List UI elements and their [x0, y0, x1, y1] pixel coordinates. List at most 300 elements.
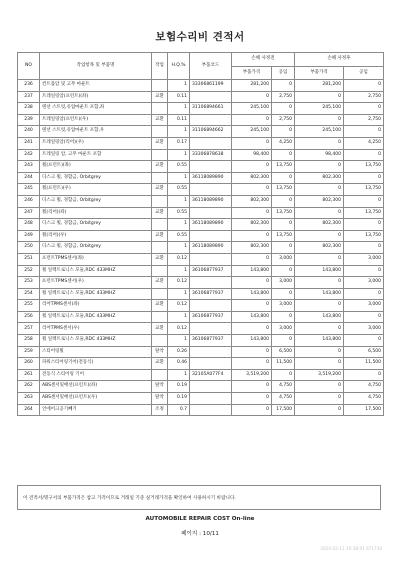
row-after-labor: 13,750 — [344, 230, 384, 242]
row-code — [190, 207, 232, 219]
row-name: 휠(리어)(우) — [40, 230, 152, 242]
row-code — [190, 358, 232, 370]
table-row — [18, 114, 384, 126]
row-before-labor: 2,750 — [272, 114, 295, 126]
row-name: 텐션 스트럿,유압마운트 포함,우 — [40, 126, 152, 138]
row-after-parts: 0 — [295, 253, 344, 265]
row-no: 242 — [18, 149, 40, 161]
row-before-parts: 802,300 — [232, 242, 272, 254]
table-row — [18, 346, 384, 358]
row-code — [190, 323, 232, 335]
row-code: 33306878638 — [190, 149, 232, 161]
row-name: 휠(프런트)(우) — [40, 184, 152, 196]
row-code — [190, 161, 232, 173]
row-before-labor: 0 — [272, 311, 295, 323]
row-hqs: 1 — [168, 265, 190, 277]
print-stamp: 2024-02-11 10:38:01 ST1730 — [320, 546, 382, 551]
table-row — [18, 184, 384, 196]
row-hqs: 1 — [168, 335, 190, 347]
row-after-labor: 11,500 — [344, 358, 384, 370]
row-before-parts: 245,100 — [232, 103, 272, 115]
row-no: 249 — [18, 230, 40, 242]
row-before-labor: 2,750 — [272, 91, 295, 103]
row-name: 디스크 휠, 경합금, Orbitgrey — [40, 242, 152, 254]
row-after-parts: 802,300 — [295, 219, 344, 231]
row-code — [190, 230, 232, 242]
row-hqs: 0.12 — [168, 323, 190, 335]
row-hqs: 1 — [168, 149, 190, 161]
row-after-labor: 13,750 — [344, 161, 384, 173]
row-after-parts: 0 — [295, 184, 344, 196]
row-before-parts: 802,300 — [232, 219, 272, 231]
row-hqs: 0.55 — [168, 207, 190, 219]
row-hqs: 0.19 — [168, 381, 190, 393]
table-row — [18, 126, 384, 138]
row-after-parts: 0 — [295, 91, 344, 103]
row-after-parts: 0 — [295, 381, 344, 393]
row-no: 254 — [18, 288, 40, 300]
row-name: 휠 일렉트로닉스 모듈,RDC 433MHZ — [40, 288, 152, 300]
row-before-parts: 0 — [232, 161, 272, 173]
row-work: 교환 — [152, 114, 168, 126]
row-before-labor: 4,750 — [272, 381, 295, 393]
row-code — [190, 114, 232, 126]
notice-box — [17, 485, 381, 510]
row-after-parts: 143,800 — [295, 311, 344, 323]
row-after-parts: 0 — [295, 404, 344, 416]
table-row — [18, 311, 384, 323]
row-before-parts: 0 — [232, 137, 272, 149]
table-row — [18, 242, 384, 254]
row-before-parts: 802,300 — [232, 195, 272, 207]
row-after-labor: 0 — [344, 335, 384, 347]
row-name: 파워스티어링기어(전동식) — [40, 358, 152, 370]
row-after-labor: 6,500 — [344, 346, 384, 358]
row-name: 언에어크공기빼기 — [40, 404, 152, 416]
table-row — [18, 393, 384, 405]
row-hqs: 1 — [168, 311, 190, 323]
table-row — [18, 149, 384, 161]
footer-brand: AUTOMOBILE REPAIR COST On-line — [145, 516, 255, 522]
table-row — [18, 335, 384, 347]
row-no: 243 — [18, 161, 40, 173]
row-code: 31106894662 — [190, 126, 232, 138]
row-work: 교환 — [152, 253, 168, 265]
row-name: 트레일링암(프런트)(우) — [40, 114, 152, 126]
table-row — [18, 277, 384, 289]
row-name: 스티어링휠 — [40, 346, 152, 358]
row-after-labor: 0 — [344, 126, 384, 138]
estimate-table — [17, 52, 384, 416]
header-after-labor: 공임 — [344, 66, 384, 80]
row-name: 휠 일렉트로닉스 모듈,RDC 433MHZ — [40, 265, 152, 277]
row-after-labor: 2,750 — [344, 91, 384, 103]
row-code — [190, 346, 232, 358]
row-no: 262 — [18, 381, 40, 393]
row-before-labor: 0 — [272, 369, 295, 381]
row-name: 트레일링암(리어)(우) — [40, 137, 152, 149]
row-code — [190, 137, 232, 149]
row-before-labor: 11,500 — [272, 358, 295, 370]
row-after-parts: 0 — [295, 114, 344, 126]
row-no: 257 — [18, 323, 40, 335]
row-name: 휠(리어)(좌) — [40, 207, 152, 219]
header-name: 작업항목 및 부품명 — [40, 53, 152, 80]
row-before-parts: 98,400 — [232, 149, 272, 161]
header-no: NO — [18, 53, 40, 80]
row-before-parts: 0 — [232, 346, 272, 358]
row-work — [152, 172, 168, 184]
row-after-parts: 3,519,200 — [295, 369, 344, 381]
header-work: 작업 — [152, 53, 168, 80]
row-hqs: 0.12 — [168, 253, 190, 265]
row-before-labor: 13,750 — [272, 230, 295, 242]
row-code: 36106877937 — [190, 265, 232, 277]
row-work: 교환 — [152, 230, 168, 242]
row-name: ABS센서및배선(프런트)(좌) — [40, 381, 152, 393]
row-work: 교환 — [152, 277, 168, 289]
row-after-labor: 13,750 — [344, 207, 384, 219]
row-work — [152, 126, 168, 138]
row-work — [152, 369, 168, 381]
table-row — [18, 80, 384, 92]
header-after-parts: 부품가격 — [295, 66, 344, 80]
row-after-labor: 4,750 — [344, 393, 384, 405]
row-after-labor: 0 — [344, 195, 384, 207]
row-code — [190, 393, 232, 405]
row-before-labor: 13,750 — [272, 207, 295, 219]
row-hqs: 0.46 — [168, 358, 190, 370]
row-hqs: 1 — [168, 172, 190, 184]
row-after-parts: 0 — [295, 323, 344, 335]
row-no: 260 — [18, 358, 40, 370]
row-after-parts: 245,100 — [295, 103, 344, 115]
row-after-parts: 0 — [295, 230, 344, 242]
row-work: 조정 — [152, 404, 168, 416]
row-before-parts: 281,200 — [232, 80, 272, 92]
row-before-parts: 0 — [232, 230, 272, 242]
row-before-parts: 143,800 — [232, 288, 272, 300]
header-row-1 — [18, 53, 384, 67]
document-title: 보험수리비 견적서 — [155, 31, 245, 43]
row-name: 디스크 휠, 경합금, Orbitgrey — [40, 172, 152, 184]
row-after-labor: 0 — [344, 172, 384, 184]
row-work — [152, 219, 168, 231]
row-no: 263 — [18, 393, 40, 405]
row-before-labor: 0 — [272, 265, 295, 277]
row-before-labor: 0 — [272, 219, 295, 231]
row-after-parts: 143,800 — [295, 288, 344, 300]
row-after-parts: 0 — [295, 346, 344, 358]
table-row — [18, 288, 384, 300]
row-no: 252 — [18, 265, 40, 277]
row-after-parts: 245,100 — [295, 126, 344, 138]
row-after-labor: 4,250 — [344, 137, 384, 149]
row-code: 36106877937 — [190, 311, 232, 323]
row-work: 교환 — [152, 91, 168, 103]
row-no: 247 — [18, 207, 40, 219]
row-hqs: 0.17 — [168, 137, 190, 149]
row-name: 트레일링 암, 고무 마운트 포함 — [40, 149, 152, 161]
table-row — [18, 161, 384, 173]
row-before-labor: 3,000 — [272, 277, 295, 289]
row-no: 237 — [18, 91, 40, 103]
header-group-before: 손해 사정전 — [232, 53, 295, 67]
table-row — [18, 137, 384, 149]
row-hqs: 1 — [168, 126, 190, 138]
row-work: 교환 — [152, 161, 168, 173]
row-hqs: 0.12 — [168, 277, 190, 289]
row-hqs: 0.7 — [168, 404, 190, 416]
row-code: 36118089890 — [190, 195, 232, 207]
row-after-parts: 0 — [295, 137, 344, 149]
row-after-labor: 3,000 — [344, 277, 384, 289]
row-no: 245 — [18, 184, 40, 196]
row-after-labor: 0 — [344, 219, 384, 231]
row-before-parts: 0 — [232, 277, 272, 289]
row-name: 텐션 스트럿,유압마운트 포함,좌 — [40, 103, 152, 115]
row-hqs: 0.26 — [168, 346, 190, 358]
row-work — [152, 335, 168, 347]
row-after-parts: 802,300 — [295, 172, 344, 184]
row-code — [190, 381, 232, 393]
row-after-labor: 2,750 — [344, 114, 384, 126]
row-no: 264 — [18, 404, 40, 416]
row-work — [152, 103, 168, 115]
table-row — [18, 91, 384, 103]
row-code: 32105A077F4 — [190, 369, 232, 381]
row-hqs: 0.55 — [168, 184, 190, 196]
row-before-parts: 0 — [232, 393, 272, 405]
row-before-labor: 0 — [272, 242, 295, 254]
row-after-labor: 0 — [344, 369, 384, 381]
row-before-parts: 0 — [232, 404, 272, 416]
header-before-labor: 공임 — [272, 66, 295, 80]
row-before-labor: 0 — [272, 172, 295, 184]
row-no: 261 — [18, 369, 40, 381]
table-row — [18, 253, 384, 265]
row-code — [190, 277, 232, 289]
row-before-labor: 0 — [272, 335, 295, 347]
row-after-parts: 281,200 — [295, 80, 344, 92]
row-after-parts: 802,300 — [295, 195, 344, 207]
row-code — [190, 91, 232, 103]
row-after-labor: 0 — [344, 80, 384, 92]
row-after-parts: 0 — [295, 393, 344, 405]
row-work: 교환 — [152, 207, 168, 219]
row-no: 246 — [18, 195, 40, 207]
row-before-labor: 13,750 — [272, 184, 295, 196]
table-row — [18, 265, 384, 277]
row-no: 250 — [18, 242, 40, 254]
row-hqs: 1 — [168, 219, 190, 231]
row-no: 251 — [18, 253, 40, 265]
row-before-labor: 0 — [272, 195, 295, 207]
row-after-labor: 13,750 — [344, 184, 384, 196]
header-before-parts: 부품가격 — [232, 66, 272, 80]
row-work: 탈착 — [152, 346, 168, 358]
row-no: 248 — [18, 219, 40, 231]
row-no: 241 — [18, 137, 40, 149]
table-row — [18, 404, 384, 416]
row-no: 255 — [18, 300, 40, 312]
row-before-labor: 6,500 — [272, 346, 295, 358]
row-before-parts: 0 — [232, 91, 272, 103]
row-hqs: 0.11 — [168, 114, 190, 126]
row-name: 디스크 휠, 경합금, Orbitgrey — [40, 195, 152, 207]
row-work: 교환 — [152, 300, 168, 312]
row-after-labor: 0 — [344, 288, 384, 300]
row-name: 리어TPMS센서(좌) — [40, 300, 152, 312]
row-name: 프런트TPMS센서(좌) — [40, 253, 152, 265]
table-row — [18, 381, 384, 393]
row-before-labor: 0 — [272, 80, 295, 92]
row-code: 36118089890 — [190, 219, 232, 231]
row-code: 36106877937 — [190, 288, 232, 300]
row-after-labor: 0 — [344, 242, 384, 254]
row-after-labor: 3,000 — [344, 323, 384, 335]
row-no: 238 — [18, 103, 40, 115]
row-before-labor: 4,750 — [272, 393, 295, 405]
row-work: 교환 — [152, 323, 168, 335]
row-work — [152, 311, 168, 323]
row-code — [190, 300, 232, 312]
row-after-parts: 0 — [295, 161, 344, 173]
header-group-after: 손해 사정후 — [295, 53, 384, 67]
table-row — [18, 323, 384, 335]
row-before-parts: 0 — [232, 184, 272, 196]
table-row — [18, 369, 384, 381]
row-hqs: 0.11 — [168, 91, 190, 103]
row-name: 휠 일렉트로닉스 모듈,RDC 433MHZ — [40, 311, 152, 323]
row-code: 31106894661 — [190, 103, 232, 115]
row-name: 디스크 휠, 경합금, Orbitgrey — [40, 219, 152, 231]
row-name: 휠(프런트)(좌) — [40, 161, 152, 173]
row-before-parts: 143,800 — [232, 335, 272, 347]
notice-text: 이 견적서/명구서의 부품가격은 참고 가격이므로 거래일 기준 실거래가격을 확인하여 사용하시기 바랍니다. — [23, 496, 236, 501]
row-no: 259 — [18, 346, 40, 358]
row-no: 258 — [18, 335, 40, 347]
row-hqs: 0.12 — [168, 300, 190, 312]
row-after-labor: 3,000 — [344, 300, 384, 312]
row-before-parts: 0 — [232, 207, 272, 219]
row-hqs: 1 — [168, 103, 190, 115]
row-before-labor: 17,500 — [272, 404, 295, 416]
row-name: ABS센서및배선(프런트)(우) — [40, 393, 152, 405]
row-before-parts: 0 — [232, 300, 272, 312]
table-row — [18, 230, 384, 242]
row-code — [190, 404, 232, 416]
row-no: 239 — [18, 114, 40, 126]
row-work — [152, 265, 168, 277]
row-before-parts: 245,100 — [232, 126, 272, 138]
row-code — [190, 184, 232, 196]
row-before-labor: 0 — [272, 126, 295, 138]
row-work: 교환 — [152, 358, 168, 370]
row-work: 교환 — [152, 184, 168, 196]
row-after-parts: 143,800 — [295, 335, 344, 347]
row-after-parts: 0 — [295, 277, 344, 289]
row-after-labor: 0 — [344, 149, 384, 161]
row-before-parts: 0 — [232, 381, 272, 393]
row-before-labor: 13,750 — [272, 161, 295, 173]
row-before-labor: 3,000 — [272, 323, 295, 335]
row-hqs: 1 — [168, 242, 190, 254]
row-work — [152, 195, 168, 207]
row-before-parts: 143,800 — [232, 311, 272, 323]
header-hqs: H.Q.% — [168, 53, 190, 80]
row-name: 컨트롤암 및 고무 마운트 — [40, 80, 152, 92]
row-name: 프런트TPMS센서(우) — [40, 277, 152, 289]
table-row — [18, 172, 384, 184]
row-after-parts: 0 — [295, 300, 344, 312]
table-row — [18, 300, 384, 312]
row-work — [152, 80, 168, 92]
row-after-parts: 802,300 — [295, 242, 344, 254]
row-after-parts: 98,400 — [295, 149, 344, 161]
row-code: 36106877937 — [190, 335, 232, 347]
row-hqs: 0.55 — [168, 161, 190, 173]
row-code — [190, 253, 232, 265]
row-name: 전동식 스티어링 기어 — [40, 369, 152, 381]
row-before-labor: 0 — [272, 288, 295, 300]
row-name: 리어TPMS센서(우) — [40, 323, 152, 335]
row-work: 탈착 — [152, 381, 168, 393]
row-before-parts: 0 — [232, 253, 272, 265]
row-after-parts: 0 — [295, 358, 344, 370]
row-before-labor: 4,250 — [272, 137, 295, 149]
row-after-labor: 17,500 — [344, 404, 384, 416]
row-no: 244 — [18, 172, 40, 184]
row-name: 트레일링암(프런트)(좌) — [40, 91, 152, 103]
row-name: 휠 일렉트로닉스 모듈,RDC 433MHZ — [40, 335, 152, 347]
row-before-labor: 3,000 — [272, 300, 295, 312]
row-after-parts: 143,800 — [295, 265, 344, 277]
table-body — [18, 80, 384, 416]
row-hqs: 1 — [168, 288, 190, 300]
row-before-labor: 0 — [272, 103, 295, 115]
row-no: 253 — [18, 277, 40, 289]
row-hqs: 1 — [168, 195, 190, 207]
row-after-labor: 4,750 — [344, 381, 384, 393]
row-after-parts: 0 — [295, 207, 344, 219]
row-work — [152, 288, 168, 300]
row-before-parts: 0 — [232, 323, 272, 335]
row-hqs: 0.19 — [168, 393, 190, 405]
row-work — [152, 149, 168, 161]
row-before-labor: 3,000 — [272, 253, 295, 265]
row-hqs: 1 — [168, 369, 190, 381]
table-row — [18, 195, 384, 207]
table-row — [18, 358, 384, 370]
row-before-parts: 143,800 — [232, 265, 272, 277]
row-no: 236 — [18, 80, 40, 92]
row-work — [152, 242, 168, 254]
table-row — [18, 103, 384, 115]
row-before-parts: 3,519,200 — [232, 369, 272, 381]
row-code: 36118089890 — [190, 172, 232, 184]
row-hqs: 1 — [168, 80, 190, 92]
row-work: 교환 — [152, 137, 168, 149]
row-no: 256 — [18, 311, 40, 323]
header-code: 부품코드 — [190, 53, 232, 80]
row-after-labor: 0 — [344, 311, 384, 323]
row-no: 240 — [18, 126, 40, 138]
row-before-labor: 0 — [272, 149, 295, 161]
table-row — [18, 207, 384, 219]
row-after-labor: 3,000 — [344, 253, 384, 265]
page-number: 페이지 : 10/11 — [181, 531, 219, 537]
